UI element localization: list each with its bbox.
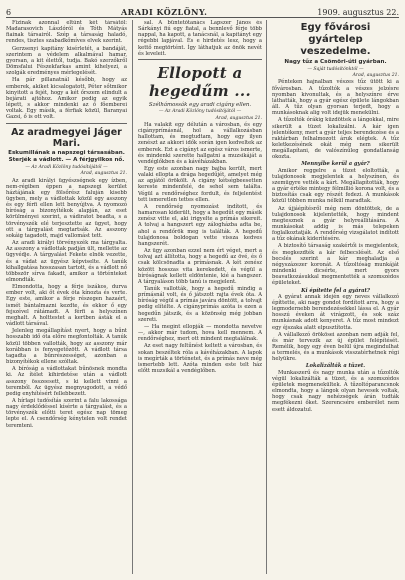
- paragraph: Gerzsenyi kapitány kisérletét, a bandáját, szerintem a védelem alkalmával hamar, gyorsan, a kit élettől, tudja. Bakó szerzőkről Dömsfalui Fészekfarkas amint kihelyezi, a szolgák eredményes mérlegelését.: [6, 45, 127, 77]
- paragraph: Munkaszerű és nagy munka után a tűzoltók végül lokalizálták a tüzet, és a szomszédos épületek megmenekültek. A tűzoltóparancsnok elmondta, hogy a lángok olyan hevesek voltak, hogy csak nagy nehézségek árán tudták megfékezni őket. Szerencsére emberélet nem esett áldozatul.: [272, 369, 399, 413]
- paragraph: — Ha megint ellopják — mondotta nevetve —, akkor már tudom, hova kell mennem. A rendőrséghez, mert ott mindent megtalálnak.: [138, 323, 262, 343]
- paragraph: Az ügy azonban ezzel nem ért véget, mert a tolvaj azt állította, hogy a hegedű az övé, és ő csak kölcsönadta a prímásnak. A két zenész között hosszas vita kerekedett, és végül a bíróságnak kellett eldöntenie, kié a hangszer. A tárgyaláson több tanú is megjelent.: [138, 248, 262, 285]
- paragraph: Az eset nagy feltűnést keltett a városban, és sokan beszéltek róla a kávéházakban. A lapok is megírták a történetet, és a prímás neve még ismertebb lett. Azóta minden este telt ház előtt muzsikál a vendéglőben.: [138, 343, 262, 374]
- column-divider: [266, 20, 267, 574]
- paragraph: A rendőrség nyomozást indított, és hamarosan kiderült, hogy a hegedűt egy másik zenész vitte el, aki irigyelte a prímás sikereit. A tolvaj a hangszert egy zálogházba adta be, ahol a rendőrök meg is találták. A hegedű tulajdonosa boldogan vette vissza kedves hangszerét.: [138, 203, 262, 247]
- paragraph: Pénteken hajnalban vészes tűz ütött ki a fővárosban. A tűzoltók a vészes jelzésre nyomban kivonultak, és a helyszínre érve láthatták, hogy a gyár egész épülete lángokban áll. A tűz olyan gyorsan terjedt, hogy a munkásoknak alig volt idejük menekülni.: [272, 79, 399, 117]
- paragraph: Elmondotta, hogy a férje iszákos, durva ember volt, aki őt évek óta kínozta és verte. Egy este, amikor a férje részegen hazaért, ismét bántalmazni kezdte, és ekkor ő egy fejszével rátámadt. A férfi a helyszínen meghalt. A holttestet a kertben ásták el a vádlott társával.: [6, 284, 127, 328]
- column-3: [272, 20, 399, 574]
- article-subheading: Eskumillának a napszegi társasában.: [8, 149, 125, 156]
- article-subheading: Nagy tűz a Csömöri-úti gyárban.: [284, 59, 387, 65]
- paragraph: Ha pár pillanatnál később, hogy az emberek, akiket kicsalogatott, Péter sőtmikor kinyitott a fejét, hogy a két őrszem elindult a bejárati ajtóhoz. Amikor pedig az egyik lépett, s akkor mindenki az ő főemberei voltak. Egy másik, a férfiak közül, Baranyai Gazsi, ő is ott volt.: [6, 77, 127, 121]
- paragraph: Tanúk vallották, hogy a hegedű mindig a prímásnál volt, és ő játszott rajta évek óta. A bíróság végül a prímás javára döntött, a tolvajt pedig elítélte. A cigányprímás azóta is ezen a hegedűn játszik, és a közönség még jobban szereti.: [138, 285, 262, 323]
- divider: [138, 59, 262, 60]
- byline: — Az Aradi Közlöny tudósítójától —: [158, 109, 242, 115]
- section-subheading: Mennyibe kerül a gyár?: [301, 161, 370, 168]
- paragraph: Az aradi királyi törvényszék ma tárgyalta. Az asszony a vádlottak padján ült, mellette az ügyvédje. A tárgyalást Fekete elnök vezette, és a vádat az ügyész képviselte. A tanúk kihallgatása hosszasan tartott, és a vádlott nő többször sírva fakadt, amikor a történteket elmondták.: [6, 240, 127, 283]
- byline: — Az Aradi Közlöny tudósítójától —: [25, 164, 108, 170]
- paragraph: Az újjáépítésről még nem döntöttek, de a tulajdonosok kijelentették, hogy mindent megtesznek a gyár helyreállítására. A munkásokat addig is más telepeken foglalkoztatják. A rendőrség vizsgálatot indított a tűz okának kiderítésére.: [272, 205, 399, 243]
- paragraph: Amikor reggelre a tüzet eloltották, a tulajdonosok megjelentek a helyszínen, és szemügyre vették a kárt. Megállapították, hogy a gyár értéke mintegy félmillió korona volt, és a biztosítás csak egy részét fedezi. A munkások közül többen munka nélkül maradtak.: [272, 167, 399, 205]
- byline: — Saját tudósítónktól —: [307, 66, 364, 72]
- article-subheading: Sterjék a vádlott. — A férjgyilkos nő.: [8, 157, 125, 164]
- paragraph: A vállalkozó örökösei azonban nem adják fel, és már tervezik az új épület felépítését. Remélik, hogy egy éven belül újra megindulhat a termelés, és a munkások visszatérhetnek régi helyükre.: [272, 331, 399, 363]
- page-number: 6: [6, 8, 12, 17]
- paragraph: Ha valakit egy délután a városban, és egy cigányprímásnál, hol a vállalkozásban hallottam, és megtudtam, hogy egy ilyen zenészt az akkori idők során igen kedveltek az emberek. Ezt a cigányt az egész város ismerte, és mindenki szerette hallgatni a muzsikáját a vendéglőkben és a kávéházakban.: [138, 121, 262, 165]
- paragraph: Egy este azonban nagy bajba került, mert valaki ellopta a drága hegedűjét, amelyet még az apjától örökölt. A cigány kétségbeesetten kereste mindenfelé, de sehol sem találta. Végül a rendőrséghez fordult, és feljelentést tett ismeretlen tettes ellen.: [138, 166, 262, 203]
- paragraph: A hírlapi tudósítás szerint a falu lakossága nagy érdeklődéssel kísérte a tárgyalást, és a törvényszék előtti teret egész nap tömeg lepte el. A csendőrség kénytelen volt rendet teremteni.: [6, 397, 127, 429]
- article-subtitle: Szélhámossák egy aradi cigány ellen.: [148, 101, 252, 108]
- paragraph: Az aradi királyi ügyészségnek egy ízben, nem-régiben éppen a napszegi kerület háztájának egy fölsőrész faluján kisebb ügyben, mely a vádlottak közül egy asszony és egy férfi ellen lett benyújtva. A nyomozó bíróság a bizonyítékok alapján, az eset körülményei szerint, a vádiratot beadta, s a törvényszék elé terjesztette az ügyet, hogy ott a tárgyalást megtartsák. Az asszony sokáig tagadott, majd vallomást tett.: [6, 177, 127, 239]
- column-1: [6, 20, 127, 574]
- dateline: Arad, augusztus 21.: [215, 115, 262, 121]
- paragraph: A biztosító társaság szakértői is megjelentek, és megkezdték a kár felbecslését. Az első becslés szerint a kár meghaladja a négyszázezer koronát. A tűzoltóság munkáját mindenki dicsérte, mert gyors beavatkozásukkal megmentették a szomszédos épületeket.: [272, 243, 399, 287]
- paragraph: Jelenleg megállapítást nyert, hogy a bűnt hosszabb idő óta előre megfontolták. A tanúk közül többen vallották, hogy az asszony már korábban is fenyegetőzött. A vádlott társa tagadta a bűnrészességet, azonban a bizonyítékok ellene szóltak.: [6, 328, 127, 366]
- article-title: Ellopott a hegedűm ...: [149, 63, 251, 100]
- section-subheading: Ki építette fel a gyárat?: [301, 287, 370, 294]
- paragraph: A gyárat annak idején egy neves vállalkozó építtette, aki nagy gondot fordított arra, hogy a legmodernebb berendezésekkel lássa el. A gyár hosszú éveken át virágzott, és sok száz munkásnak adott kenyeret. A tűz most mindezt egy éjszaka alatt elpusztította.: [272, 293, 399, 331]
- page-header: [6, 3, 399, 18]
- paragraph: A tűzoltók órákig küzdöttek a lángokkal, mire sikerült a tüzet lokalizálni. A kár igen jelentékeny, mert a gyár teljes berendezése és a raktárban felhalmozott áruk elégtek. A tűz keletkezésének okát még nem sikerült megállapítani, de valószínűleg gondatlanság okozta.: [272, 117, 399, 161]
- newspaper-title: ARADI KÖZLÖNY.: [120, 7, 208, 17]
- paragraph: Fizinak azonnal eltűnt két társától: Madarasovich Lászlóról és Tóth Mátyás fiainak társairól. Szép a társaság haladó, rendes, tisztes szabadkőmíves elvek szerint.: [6, 20, 127, 45]
- column-divider: [132, 20, 133, 574]
- dateline: Arad, augusztus 21.: [352, 73, 399, 78]
- paragraph: A bíróság a vádlottakat bűnösnek mondta ki. Az ítélet kihirdetése után a vádlott asszony összeesett, s ki kellett vinni a teremből. Az ügyész megnyugodott, a védő pedig enyhítésért fellebbezett.: [6, 366, 127, 397]
- dateline: Arad, augusztus 21.: [80, 171, 127, 177]
- section-subheading: Lokalizálták a tüzet.: [305, 363, 366, 370]
- divider: [6, 123, 127, 124]
- issue-date: 1909. augusztus 22.: [317, 8, 399, 17]
- paragraph: sal. A büntetőtanács Lapszer János és Sárkányi fiú egy fiatal, a bennlevő férje több nappal, ha kapott, a tanácsnál, a kapitányt egy régebbi lapjával. És e hirdetés lesz, hogy a kettő megtörtént. Így láthatjuk az önök nevét és leveleit.: [138, 20, 262, 57]
- article-heading: Az aradmegyei Jáger Mari.: [11, 126, 122, 149]
- article-title: Egy fővárosi gyártelep veszedelme.: [300, 22, 371, 57]
- column-2: [138, 20, 262, 574]
